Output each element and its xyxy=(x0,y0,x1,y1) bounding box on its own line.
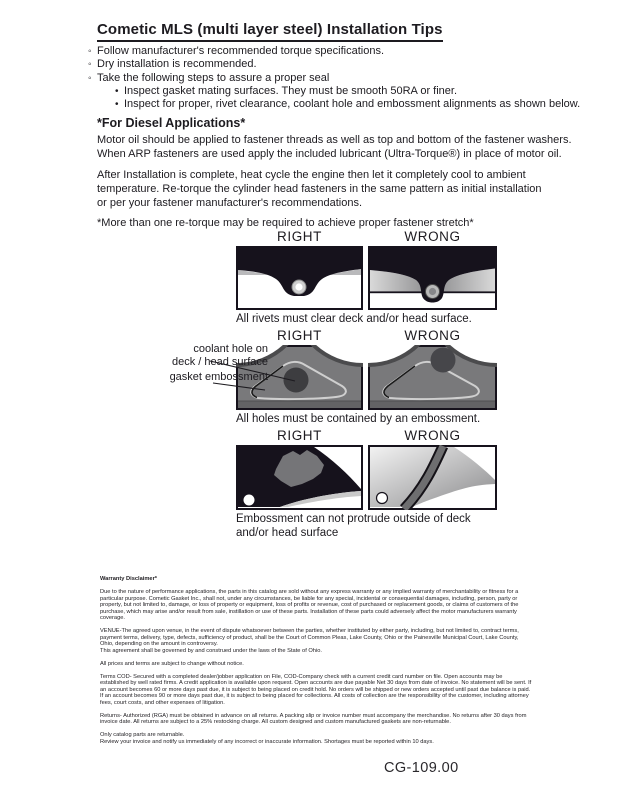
fine-print-paragraph: Review your invoice and notify us immediately of any incorrect or inaccurate information. Shortages must be reported within 10 days. xyxy=(100,738,434,745)
diagram-rivet-wrong xyxy=(368,246,497,310)
page-number: CG-109.00 xyxy=(384,760,459,776)
diesel-paragraph-2: After Installation is complete, heat cycle the engine then let it completely cool to ambient temperature. Re-torque the cylinder head fasteners in the same pattern as initial installation or per your fastener manufacturer's recommendations. xyxy=(97,169,542,209)
diagram-caption: All rivets must clear deck and/or head surface. xyxy=(236,313,472,325)
list-item xyxy=(115,85,580,98)
legal-fine-print xyxy=(100,576,532,745)
diagram-protrusion-wrong xyxy=(368,445,497,510)
diesel-paragraph-1: Motor oil should be applied to fastener threads as well as top and bottom of the fastener washers. When ARP fasteners are used apply the included lubricant (Ultra-Torque®) in place of motor oil. xyxy=(97,134,572,160)
right-label: RIGHT xyxy=(277,229,322,244)
diagram-caption: All holes must be contained by an embossment. xyxy=(236,413,481,425)
wrong-label: WRONG xyxy=(404,229,461,244)
page-title: Cometic MLS (multi layer steel) Installation Tips xyxy=(97,21,443,42)
diesel-section-heading: *For Diesel Applications* xyxy=(97,116,246,130)
diagram-caption: Embossment can not protrude outside of deck and/or head surface xyxy=(236,513,471,539)
list-item xyxy=(88,72,580,85)
diagram-protrusion-right xyxy=(236,445,363,510)
wrong-label: WRONG xyxy=(404,428,461,443)
list-item xyxy=(115,98,580,111)
right-label: RIGHT xyxy=(277,328,322,343)
fine-print-paragraph: This agreement shall be governed by and construed under the laws of the State of Ohio. xyxy=(100,647,322,654)
fine-print-paragraph: All prices and terms are subject to change without notice. xyxy=(100,660,244,667)
list-item xyxy=(88,58,580,71)
coolant-hole-annotation: coolant hole on deck / head surface xyxy=(171,343,268,368)
list-item-text: Inspect gasket mating surfaces. They must be smooth 50RA or finer. xyxy=(124,84,458,97)
bullet-icon xyxy=(88,45,97,58)
wrong-label: WRONG xyxy=(404,328,461,343)
annotation-pointer-lines xyxy=(205,353,305,398)
diagram-row-rivets xyxy=(236,229,497,327)
fine-print-paragraph: Only catalog parts are returnable. xyxy=(100,732,185,738)
bullet-icon xyxy=(88,58,97,71)
list-item-text: Follow manufacturer's recommended torque specifications. xyxy=(97,45,385,57)
diagram-embossment-wrong xyxy=(368,345,497,410)
coolant-hole-icon xyxy=(431,348,456,373)
bolt-hole-icon xyxy=(377,493,388,504)
sub-bullet-icon xyxy=(115,98,124,111)
bolt-hole-icon xyxy=(244,495,255,506)
gasket-embossment-annotation: gasket embossment xyxy=(169,371,268,383)
list-item-text: Dry installation is recommended. xyxy=(97,58,257,71)
fine-print-paragraph: Returns- Authorized (RGA) must be obtained in advance on all returns. A packing slip or invoice number must accompany the merchandise. No returns after 30 days from invoice date. All returns are subject to a 25% restocking charge. All custom designed and custom manufactured gaskets are non-returnable. xyxy=(100,712,527,725)
warranty-disclaimer-heading: Warranty Disclaimer* xyxy=(100,576,158,582)
diagram-rivet-right xyxy=(236,246,363,310)
installation-tips-list xyxy=(88,45,580,111)
retorque-note: *More than one re-torque may be required to achieve proper fastener stretch* xyxy=(97,217,474,229)
fine-print-paragraph: Terms COD- Secured with a completed dealer/jobber application on File, COD-Company check with a current credit card number on file. Open accounts may be established by well rated firms. A credit application is available upon request. Open accounts are due payable Net 30 days from date of invoice. No statement will be sent. If an account becomes 60 or more days past due, it is subject to being placed on credit hold. No orders will be shipped or new orders accepted until past due balance is paid. If an account becomes 90 or more days past due, it is subject to being placed for collections. All costs of collection are the responsibility of the customer, including attorney fees, court costs, and other expenses of litigation. xyxy=(100,673,532,706)
list-item xyxy=(88,45,580,58)
diagram-row-protrusion xyxy=(236,428,497,540)
sub-bullet-icon xyxy=(115,85,124,98)
list-item-text: Inspect for proper, rivet clearance, coolant hole and embossment alignments as shown below. xyxy=(124,98,581,111)
bullet-icon xyxy=(88,72,97,85)
list-item-text: Take the following steps to assure a proper seal xyxy=(97,71,330,84)
right-label: RIGHT xyxy=(277,428,322,443)
fine-print-paragraph: VENUE-The agreed upon venue, in the event of dispute whatsoever between the parties, whether instituted by either party, including, but not limited to, contract terms, payment terms, delivery, type, defects, sufficiency of product, shall be the Court of Common Pleas, Lake County, Ohio or the Painesville Municipal Court, Lake County, Ohio, depending on the amount in controversy. xyxy=(100,628,519,647)
fine-print-paragraph: Due to the nature of performance applications, the parts in this catalog are sold without any express warranty or any implied warranty of merchantability or fitness for a particular purpose. Cometic Gasket Inc., shall not, under any circumstances, be liable for any special, incidental or consequential damages, including, person, party or property, but not limited to, damage, or loss of property or equipment, loss of profits or revenue, cost of purchased or replacement goods, or claims of customers of the purchase, which may arise and/or result from sale, instillation or use of these parts. Installation of these parts could adversely affect the motor manufacturers warranty coverage. xyxy=(100,589,519,621)
